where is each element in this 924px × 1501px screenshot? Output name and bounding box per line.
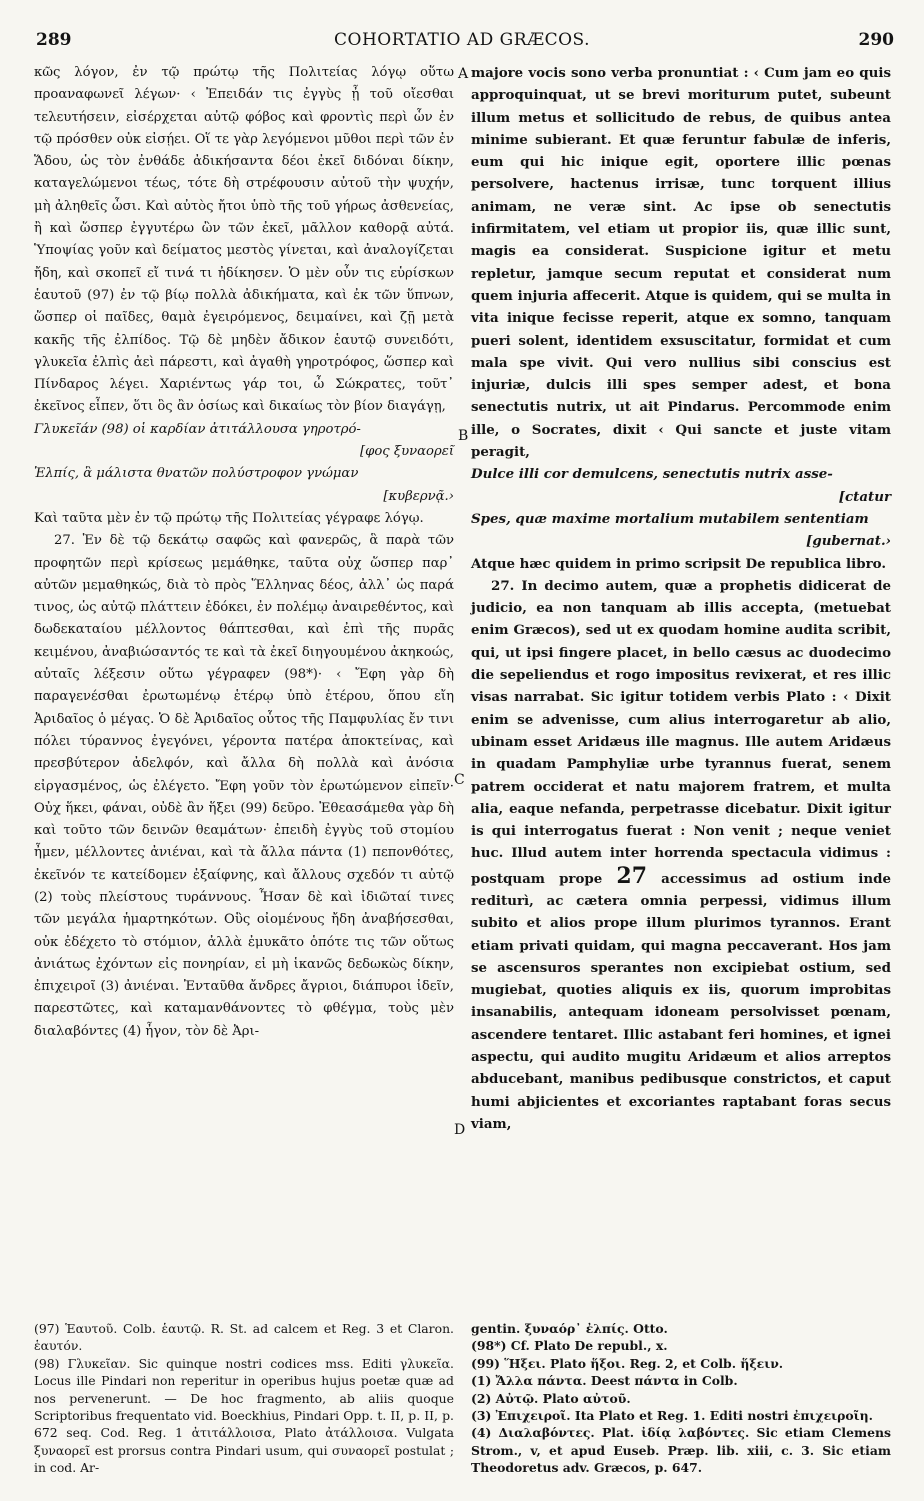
latin-paragraph-3-cont: accessimus ad ostium inde rediturì, ac cætera omnia perpessi, vidimus illum subito et alios prope illum plurimos tyrannos. Erant etiam privati quidam, qui magna peccaverant. Hos jam se ascensuros sperantes non excipiebat ostium, sed mugiebat, quoties aliquis ex iis, quorum improbitas insanabilis, antequam idoneam persolvisset pœnam, ascendere tentaret. Illic astabant feri homines, et ignei aspectu, qui audito mugitu Aridæum et alios arreptos abducebant, manibus pedibusque constrictos, et caput humi abjicientes et excoriantes raptabant foras secus viam, xyxy=(471,870,891,1132)
latin-verse-line-1: Dulce illi cor demulcens, senectutis nutrix asse- xyxy=(471,466,833,483)
latin-paragraph-3-text: 27. In decimo autem, quæ a prophetis didicerat de judicio, ea non tanquam ab illis accepta, (metuebat enim Græcos), sed ut ex quodam homine audita scribit, qui, ut ipsi fingere placet, in bello cæsus ac duodecimo die sepeliendus et rogo impositus revixerat, et res illic visas narrabat. Sic igitur totidem verbis Plato : ‹ Dixit enim se advenisse, cum alius interrogaretur ab alio, ubinam esset Aridæus ille magnus. Ille autem Aridæus in quadam Pamphyliæ urbe tyrannus fuerat, senem patrem occiderat et natu majorem fratrem, et multa alia, eaque nefanda, perpetrasse dicebatur. Dixit igitur is qui interrogatus fuerat : Non venit ; neque veniet huc. Illud autem inter horrenda spectacula vidimus : postquam prope xyxy=(471,577,891,887)
footnote-98: (98) Γλυκεῖαν. Sic quinque nostri codices mss. Editi γλυκεῖα. Locus ille Pindari non reperitur in operibus hujus poetæ quæ ad nos pervenerunt. — De hoc fragmento, ab aliis quoque Scriptoribus frequentato vid. Boeckhius, Pindari Opp. t. II, p. II, p. 672 seq. Cod. Reg. 1 ἀτιτάλλοισα, Plato ἀτάλλοισα. Vulgata ξυναορεῖ est prorsus contra Pindari usum, qui συναορεῖ postulat ; in cod. Ar- xyxy=(34,1355,454,1476)
greek-column xyxy=(34,62,454,1043)
footnote-2: (2) Αὐτῷ. Plato αὐτοῦ. xyxy=(471,1390,631,1406)
footnote-3: (3) Ἐπιχειροῖ. Ita Plato et Reg. 1. Editi nostri ἐπιχειροῖη. xyxy=(471,1408,873,1424)
section-number-27: 27 xyxy=(616,862,648,889)
margin-letter-b: B xyxy=(458,428,469,444)
left-page-number: 289 xyxy=(36,30,72,50)
footnote-4: (4) Διαλαβόντες. Plat. ἰδίᾳ λαβόντες. Sic etiam Clemens Strom., v, et apud Euseb. Præp. lib. xiii, c. 3. Sic etiam Theodoretus adv. Græcos, p. 647. xyxy=(471,1425,891,1476)
footnote-99: (99) Ἥξει. Plato ἥξοι. Reg. 2, et Colb. ἥξειν. xyxy=(471,1355,784,1371)
latin-verse-line-2: Spes, quæ maxime mortalium mutabilem sententiam xyxy=(471,510,869,527)
footnote-98-star: (98*) Cf. Plato De republ., x. xyxy=(471,1338,668,1354)
footnote-98-cont: gentin. ξυναόρ᾽ ἐλπίς. Otto. xyxy=(471,1321,668,1336)
greek-paragraph-1: κῶς λόγον, ἐν τῷ πρώτῳ τῆς Πολιτείας λόγῳ οὕτω προαναφωνεῖ λέγων· ‹ Ἐπειδάν τις ἐγγὺς ᾖ τοῦ οἴεσθαι τελευτήσειν, εἰσέρχεται αὐτῷ φόβος καὶ φροντὶς περὶ ὧν ἐν τῷ πρόσθεν οὐκ εἰσῄει. Οἵ τε γὰρ λεγόμενοι μῦθοι περὶ τῶν ἐν Ἅδου, ὡς τὸν ἐνθάδε ἀδικήσαντα δέοι ἐκεῖ διδόναι δίκην, καταγελώμενοι τέως, τότε δὴ στρέφουσιν αὐτοῦ τὴν ψυχήν, μὴ ἀληθεῖς ὦσι. Καὶ αὐτὸς ἤτοι ὑπὸ τῆς τοῦ γήρως ἀσθενείας, ἢ καὶ ὥσπερ ἐγγυτέρω ὢν τῶν ἐκεῖ, μᾶλλον καθορᾷ αὐτά. Ὑποψίας γοῦν καὶ δείματος μεστὸς γίνεται, καὶ ἀναλογίζεται ἤδη, καὶ σκοπεῖ εἴ τινά τι ἠδίκησεν. Ὁ μὲν οὖν τις εὑρίσκων ἑαυτοῦ (97) ἐν τῷ βίῳ πολλὰ ἀδικήματα, καὶ ἐκ τῶν ὕπνων, ὥσπερ οἱ παῖδες, θαμὰ ἐγειρόμενος, δειμαίνει, καὶ ζῇ μετὰ κακῆς τῆς ἐλπίδος. Τῷ δὲ μηδὲν ἄδικον ἑαυτῷ συνειδότι, γλυκεῖα ἐλπὶς ἀεὶ πάρεστι, καὶ ἀγαθὴ γηροτρόφος, ὥσπερ καὶ Πίνδαρος λέγει. Χαριέντως γάρ τοι, ὦ Σώκρατες, τοῦτ᾽ ἐκεῖνος εἶπεν, ὅτι ὃς ἂν ὁσίως καὶ δικαίως τὸν βίον διαγάγῃ, xyxy=(34,65,454,415)
latin-verse-line-1-end: [ctatur xyxy=(838,488,891,505)
footnotes-left xyxy=(34,1320,454,1477)
latin-paragraph-3 xyxy=(471,575,891,1135)
footnotes-right xyxy=(471,1320,891,1477)
margin-letter-c: C xyxy=(454,772,465,788)
latin-paragraph-2: Atque hæc quidem in primo scripsit De republica libro. xyxy=(471,555,886,572)
greek-paragraph-3: 27. Ἐν δὲ τῷ δεκάτῳ σαφῶς καὶ φανερῶς, ἃ παρὰ τῶν προφητῶν περὶ κρίσεως μεμάθηκε, ταῦτα οὐχ ὥσπερ παρ᾽ αὐτῶν μεμαθηκώς, διὰ τὸ πρὸς Ἕλληνας δέος, ἀλλ᾽ ὡς παρά τινος, ὡς αὐτῷ πλάττειν ἐδόκει, ἐν πολέμῳ ἀναιρεθέντος, καὶ δωδεκαταίου μέλλοντος θάπτεσθαι, καὶ ἐπὶ τῆς πυρᾶς κειμένου, ἀναβιώσαντός τε καὶ τὰ ἐκεῖ διηγουμένου ἀκηκοώς, αὐταῖς λέξεσιν οὕτω γέγραφεν (98*)· ‹ Ἔφη γὰρ δὴ παραγενέσθαι ἐρωτωμένῳ ἑτέρῳ ὑπὸ ἑτέρου, ὅπου εἴη Ἀριδαῖος ὁ μέγας. Ὁ δὲ Ἀριδαῖος οὗτος τῆς Παμφυλίας ἔν τινι πόλει τύραννος ἐγεγόνει, γέροντα πατέρα ἀποκτείνας, καὶ πρεσβύτερον ἀδελφόν, καὶ ἄλλα δὴ πολλὰ καὶ ἀνόσια εἰργασμένος, ὡς ἐλέγετο. Ἔφη γοῦν τὸν ἐρωτώμενον εἰπεῖν· Οὐχ ἥκει, φάναι, οὐδὲ ἂν ἥξει (99) δεῦρο. Ἐθεασάμεθα γὰρ δὴ καὶ τοῦτο τῶν δεινῶν θεαμάτων· ἐπειδὴ ἐγγὺς τοῦ στομίου ἦμεν, μέλλοντες ἀνιέναι, καὶ τὰ ἄλλα πάντα (1) πεπονθότες, ἐκεῖνόν τε κατείδομεν ἐξαίφνης, καὶ ἄλλους σχεδόν τι αὐτῷ (2) τοὺς πλείστους τυράννους. Ἦσαν δὲ καὶ ἰδιῶταί τινες τῶν μεγάλα ἡμαρτηκότων. Οὓς οἰομένους ἤδη ἀναβήσεσθαι, οὐκ ἐδέχετο τὸ στόμιον, ἀλλὰ ἐμυκᾶτο ὁπότε τις τῶν οὕτως ἀνιάτως ἐχόντων εἰς πονηρίαν, εἰ μὴ ἱκανῶς δεδωκὼς δίκην, ἐπιχειροῖ (3) ἀνιέναι. Ἐνταῦθα ἄνδρες ἄγριοι, διάπυροι ἰδεῖν, παρεστῶτες, καὶ καταμανθάνοντες τὸ φθέγμα, τοὺς μὲν διαλαβόντες (4) ἦγον, τὸν δὲ Ἀρι- xyxy=(34,533,454,1039)
greek-verse-line-2: Ἐλπίς, ἃ μάλιστα θνατῶν πολύστροφον γνώμαν xyxy=(34,466,359,482)
running-title: COHORTATIO AD GRÆCOS. xyxy=(334,30,590,50)
latin-column xyxy=(471,62,891,1135)
margin-letter-a: A xyxy=(458,66,469,82)
greek-verse-line-2-end: [κυβερνᾷ.› xyxy=(383,488,454,504)
margin-letter-d: D xyxy=(454,1122,466,1138)
footnote-97: (97) Ἑαυτοῦ. Colb. ἑαυτῷ. R. St. ad calcem et Reg. 3 et Claron. ἑαυτόν. xyxy=(34,1321,454,1354)
greek-paragraph-2: Καὶ ταῦτα μὲν ἐν τῷ πρώτῳ τῆς Πολιτείας γέγραφε λόγῳ. xyxy=(34,510,424,526)
greek-verse-line-1: Γλυκεῖάν (98) οἱ καρδίαν ἀτιτάλλουσα γηροτρό- xyxy=(34,421,361,437)
footnote-1: (1) Ἄλλα πάντα. Deest πάντα in Colb. xyxy=(471,1373,738,1389)
right-page-number: 290 xyxy=(858,30,894,50)
latin-paragraph-1: majore vocis sono verba pronuntiat : ‹ Cum jam eo quis approquinquat, ut se brevi moriturum putet, subeunt illum metus et sollicitudo de rebus, de quibus antea minime subierant. Et quæ feruntur fabulæ de inferis, eum qui hic inique egit, oportere illic pœnas persolvere, hactenus irrisæ, tunc torquent illius animam, ne veræ sint. Ac ipse ob senectutis infirmitatem, vel etiam ut propior iis, quæ illic sunt, magis ea considerat. Suspicione igitur et metu repletur, jamque secum reputat et considerat num quem injuria affecerit. Atque is quidem, qui se multa in vita inique fecisse reperit, atque ex somno, tanquam pueri solent, identidem exsuscitatur, formidat et cum mala spe vivit. Qui vero nullius sibi conscius est injuriæ, dulcis illi spes semper adest, et bona senectutis nutrix, ut ait Pindarus. Percommode enim ille, o Socrates, dixit ‹ Qui sancte et juste vitam peragit, xyxy=(471,65,891,461)
latin-verse-line-2-end: [gubernat.› xyxy=(806,533,891,550)
greek-verse-line-1-end: [φος ξυναορεῖ xyxy=(359,444,454,460)
